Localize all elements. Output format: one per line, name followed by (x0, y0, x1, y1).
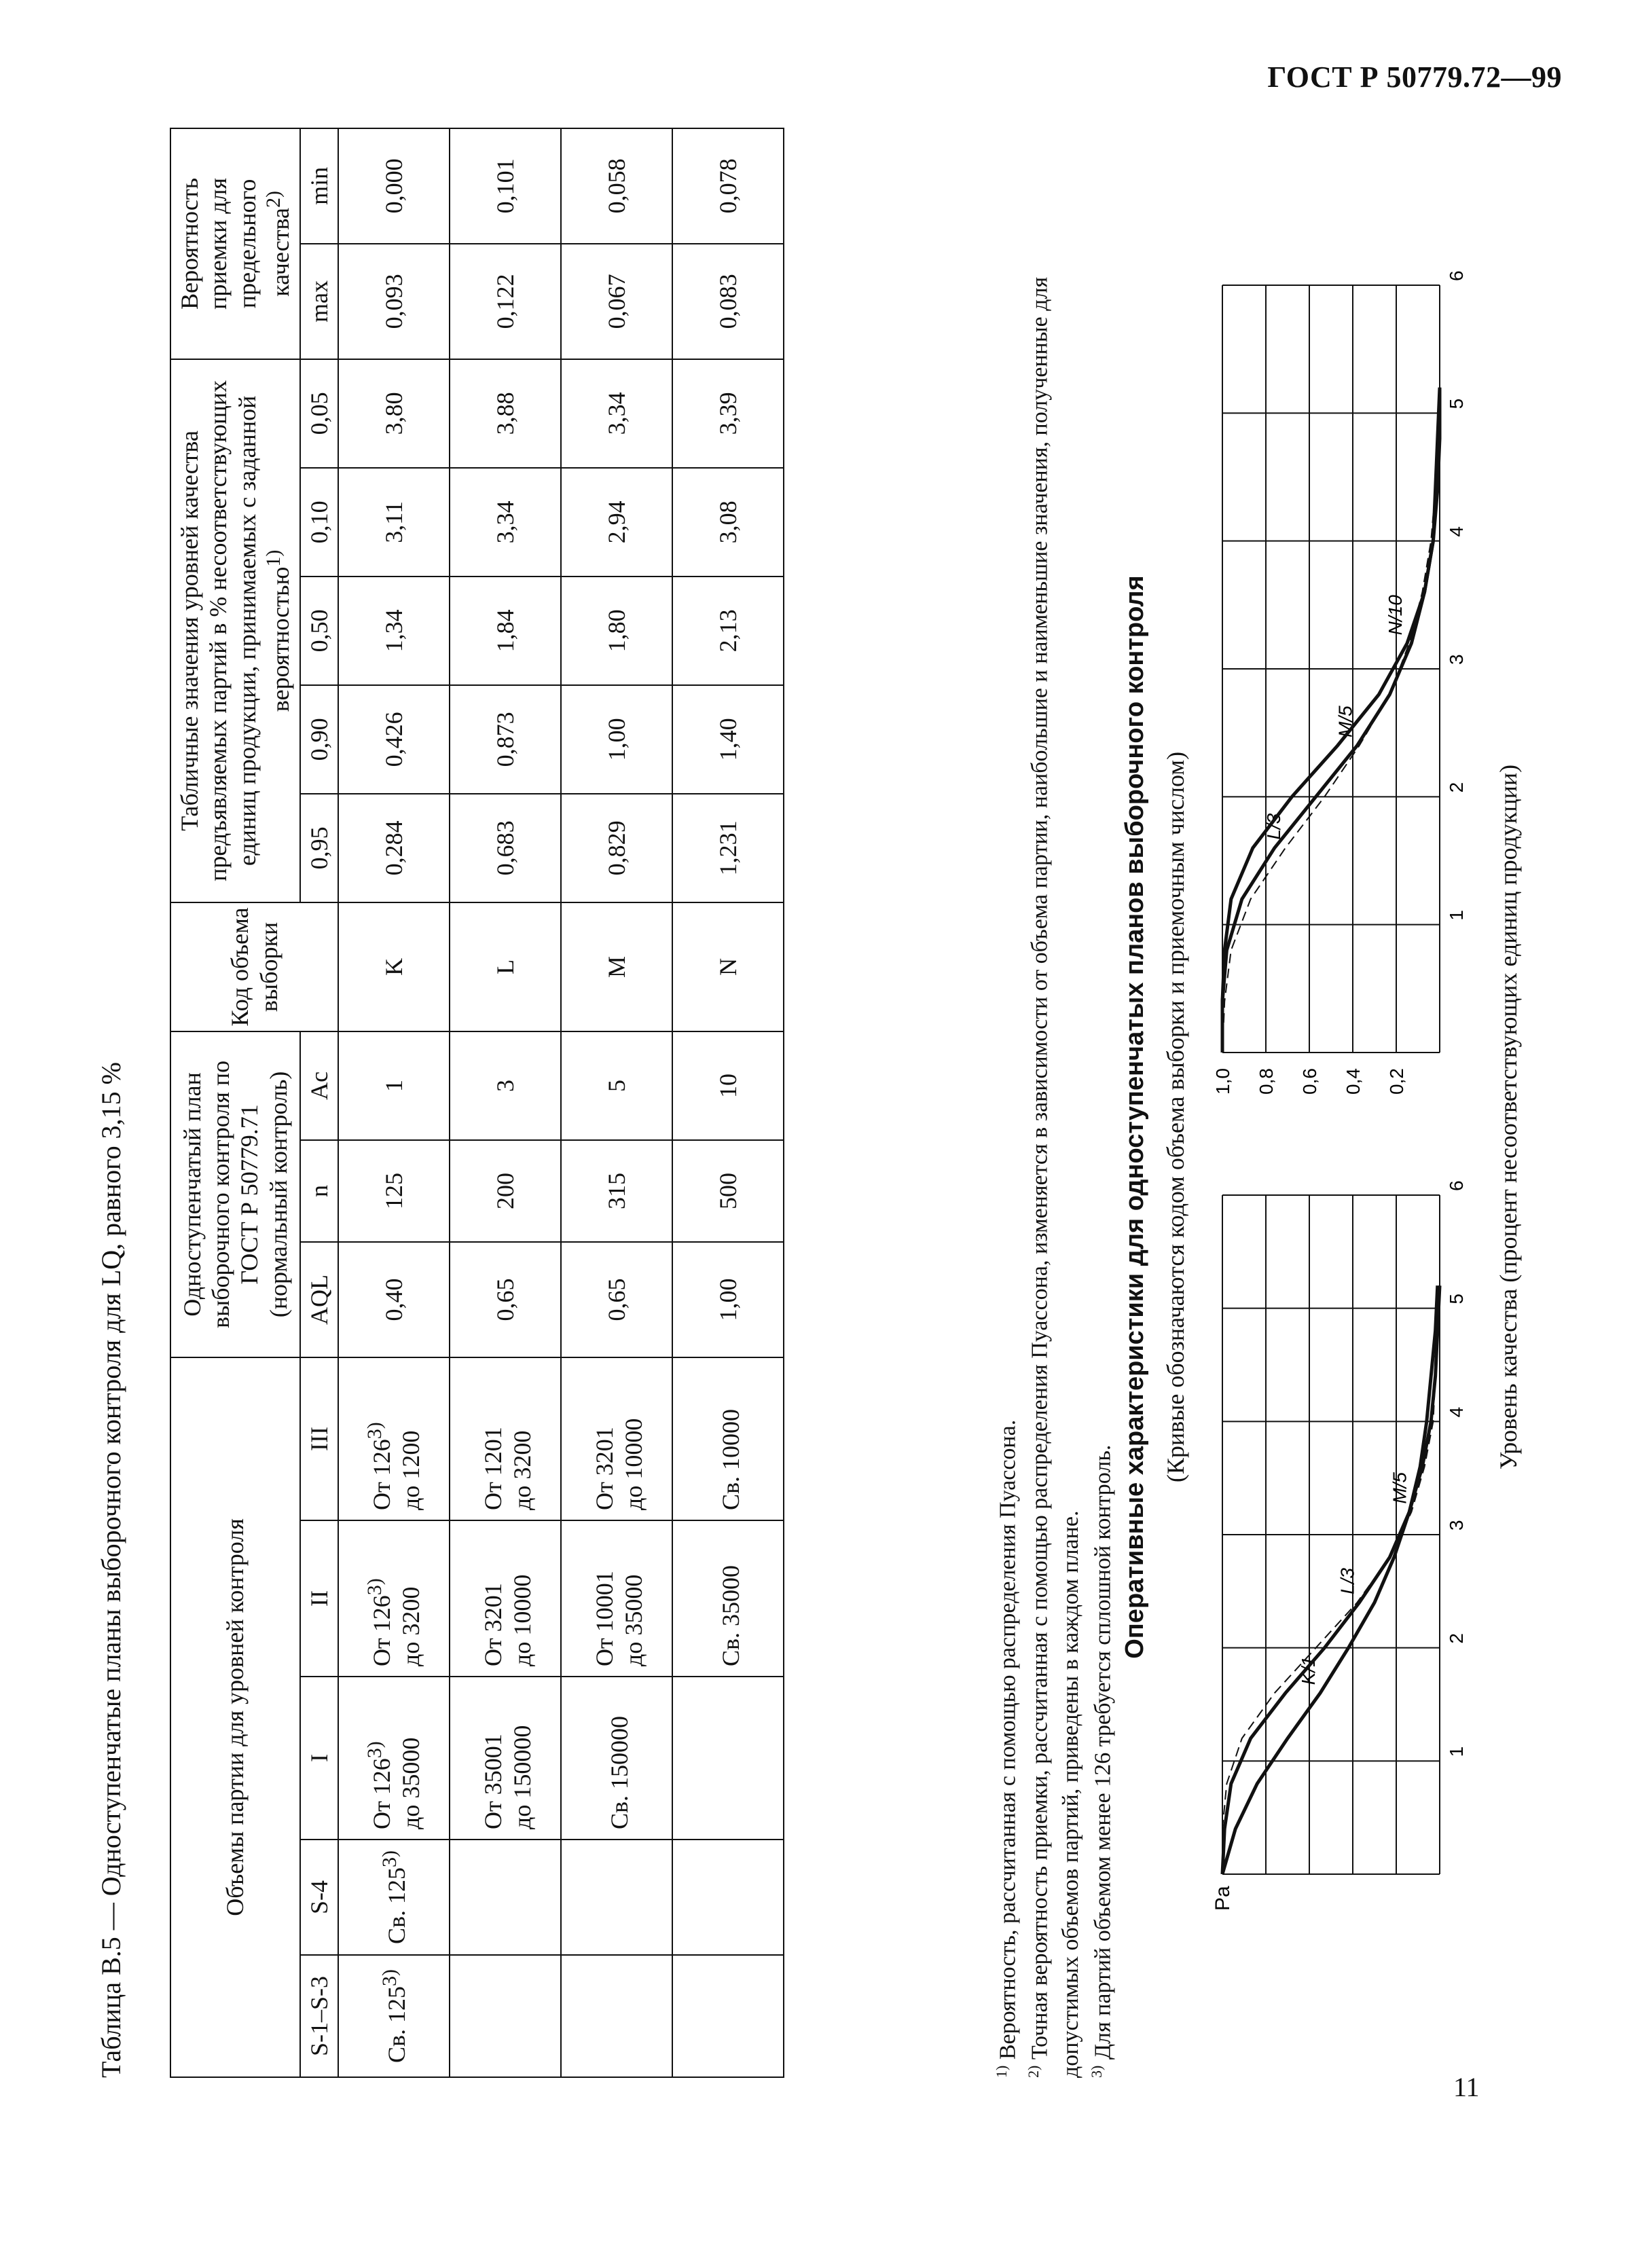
table-row (338, 128, 450, 2077)
chart-grid (1222, 1195, 1440, 1874)
subheader-p090: 0,90 (300, 685, 338, 794)
y-tick-label: 0,6 (1299, 1068, 1320, 1095)
subheader-p010: 0,10 (300, 468, 338, 577)
cell-p050: 2,13 (672, 577, 784, 685)
cell-level-3: От 1201 до 3200 (450, 1357, 561, 1520)
cell-p005: 3,34 (561, 359, 672, 468)
series-line (1222, 388, 1440, 1053)
cell-n: 315 (561, 1140, 672, 1242)
cell-s4 (450, 1840, 561, 1955)
cell-s4 (561, 1840, 672, 1955)
cell-aql: 1,00 (672, 1242, 784, 1357)
cell-code: N (672, 902, 784, 1031)
cell-p090: 1,40 (672, 685, 784, 794)
x-tick-label: 3 (1446, 654, 1467, 665)
y-tick-label: 0,2 (1386, 1068, 1407, 1095)
table-row (672, 128, 784, 2077)
footnote: $^{3)}$ Для партий объемом менее 126 требуется сплошной контроль. (1088, 1444, 1116, 2078)
x-tick-label: 3 (1446, 1520, 1467, 1531)
x-axis-title: Уровень качества (процент несоответствующих единиц продукции) (1495, 764, 1522, 1470)
table-row (561, 128, 672, 2077)
cell-min: 0,101 (450, 128, 561, 244)
cell-min: 0,058 (561, 128, 672, 244)
subheader-ac: Ac (300, 1031, 338, 1140)
cell-level-2: От 126$^{3)}$ до 3200 (338, 1520, 450, 1677)
series-label: K/1 (1298, 1656, 1319, 1685)
cell-ac: 3 (450, 1031, 561, 1140)
cell-level-3: Св. 10000 (672, 1357, 784, 1520)
subheader-level-2: II (300, 1520, 338, 1677)
cell-p010: 3,34 (450, 468, 561, 577)
sampling-plan-table (170, 128, 784, 2078)
x-tick-label: 5 (1446, 1294, 1467, 1304)
header-code: Код объема выборки (170, 902, 338, 1031)
x-tick-label: 1 (1446, 910, 1467, 921)
table-row (450, 128, 561, 2077)
series-label: L/3 (1262, 813, 1284, 840)
x-tick-label: 6 (1446, 270, 1467, 281)
cell-p010: 2,94 (561, 468, 672, 577)
table-caption: Таблица В.5 — Одноступенчатые планы выборочного контроля для LQ, равного 3,15 % (96, 1062, 126, 2078)
figure-title: Оперативные характеристики для одноступенчатых планов выборочного контроля (1121, 575, 1149, 1659)
cell-n: 200 (450, 1140, 561, 1242)
header-table-values: Табличные значения уровней качества предъявляемых партий в % несоответствующих единиц продукции, принимаемых с заданной вероятностью$^{1)}$ (170, 359, 300, 902)
subheader-level-s4: S-4 (300, 1840, 338, 1955)
x-tick-label: 6 (1446, 1180, 1467, 1191)
cell-level-1 (672, 1677, 784, 1840)
x-tick-label: 4 (1446, 1406, 1467, 1418)
cell-ac: 10 (672, 1031, 784, 1140)
subheader-p095: 0,95 (300, 794, 338, 902)
footnote: $^{1)}$ Вероятность, рассчитанная с помощью распределения Пуассона. (993, 1419, 1021, 2078)
series-label: M/5 (1334, 706, 1356, 737)
cell-p095: 0,829 (561, 794, 672, 902)
cell-p005: 3,39 (672, 359, 784, 468)
cell-level-3: От 126$^{3)}$ до 1200 (338, 1357, 450, 1520)
cell-min: 0,000 (338, 128, 450, 244)
cell-level-2: От 3201 до 10000 (450, 1520, 561, 1677)
cell-s4 (672, 1840, 784, 1955)
subheader-p050: 0,50 (300, 577, 338, 685)
cell-p010: 3,08 (672, 468, 784, 577)
cell-n: 125 (338, 1140, 450, 1242)
cell-s13 (672, 1955, 784, 2077)
cell-max: 0,083 (672, 244, 784, 359)
cell-p090: 0,873 (450, 685, 561, 794)
chart-grid (1222, 285, 1440, 1053)
cell-code: M (561, 902, 672, 1031)
cell-max: 0,093 (338, 244, 450, 359)
y-axis-label: Pa (1212, 1886, 1234, 1911)
cell-aql: 0,65 (450, 1242, 561, 1357)
cell-s13 (561, 1955, 672, 2077)
subheader-n: n (300, 1140, 338, 1242)
cell-level-1: Св. 150000 (561, 1677, 672, 1840)
subheader-max: max (300, 244, 338, 359)
cell-p050: 1,80 (561, 577, 672, 685)
standard-number: ГОСТ Р 50779.72—99 (1267, 60, 1562, 94)
page-number: 11 (1453, 2072, 1480, 2102)
cell-s13 (450, 1955, 561, 2077)
series-label: N/10 (1385, 595, 1406, 636)
y-tick-label: 0,8 (1256, 1068, 1277, 1095)
cell-max: 0,067 (561, 244, 672, 359)
cell-level-2: От 10001 до 35000 (561, 1520, 672, 1677)
series-line (1222, 388, 1440, 1053)
cell-min: 0,078 (672, 128, 784, 244)
subheader-min: min (300, 128, 338, 244)
x-tick-label: 5 (1446, 398, 1467, 409)
cell-p005: 3,88 (450, 359, 561, 468)
series-line (1222, 1285, 1438, 1874)
oc-chart-right (1209, 265, 1494, 1114)
subheader-level-1: I (300, 1677, 338, 1840)
cell-aql: 0,65 (561, 1242, 672, 1357)
cell-code: K (338, 902, 450, 1031)
cell-level-2: Св. 35000 (672, 1520, 784, 1677)
cell-max: 0,122 (450, 244, 561, 359)
subheader-level-3: III (300, 1357, 338, 1520)
cell-p095: 0,284 (338, 794, 450, 902)
x-tick-label: 4 (1446, 526, 1467, 537)
x-tick-label: 1 (1446, 1746, 1467, 1757)
series-label: M/5 (1389, 1471, 1410, 1504)
x-tick-label: 2 (1446, 782, 1467, 793)
header-plan: Одноступенчатый план выборочного контроля по ГОСТ Р 50779.71 (нормальный контроль) (170, 1031, 300, 1357)
cell-level-3: От 3201 до 10000 (561, 1357, 672, 1520)
series-line (1222, 388, 1440, 1053)
cell-p005: 3,80 (338, 359, 450, 468)
cell-n: 500 (672, 1140, 784, 1242)
header-lot-sizes: Объемы партии для уровней контроля (170, 1357, 300, 2077)
figure-subtitle: (Кривые обозначаются кодом объема выборки и приемочным числом) (1162, 751, 1189, 1483)
cell-ac: 5 (561, 1031, 672, 1140)
oc-chart-left (1209, 1175, 1494, 1922)
cell-code: L (450, 902, 561, 1031)
series-label: L/3 (1336, 1568, 1358, 1594)
cell-level-1: От 35001 до 150000 (450, 1677, 561, 1840)
cell-p095: 0,683 (450, 794, 561, 902)
footnotes (991, 156, 1119, 2078)
header-probability: Вероятность приемки для предельного качества$^{2)}$ (170, 128, 300, 359)
cell-p010: 3,11 (338, 468, 450, 577)
footnote: $^{2)}$ Точная вероятность приемки, рассчитанная с помощью распределения Пуассона, изменяется в зависимости от объема партии, наибольшие и наименьшие значения, полученные для допустимых объемов партий, приведены в каждом плане. (1025, 276, 1084, 2078)
cell-p095: 1,231 (672, 794, 784, 902)
y-tick-label: 1,0 (1212, 1068, 1233, 1095)
rotated-page-content (95, 156, 1521, 2078)
cell-p090: 1,00 (561, 685, 672, 794)
cell-s4: Св. 125$^{3)}$ (338, 1840, 450, 1955)
cell-ac: 1 (338, 1031, 450, 1140)
subheader-aql: AQL (300, 1242, 338, 1357)
cell-aql: 0,40 (338, 1242, 450, 1357)
x-tick-label: 2 (1446, 1633, 1467, 1644)
y-tick-label: 0,4 (1343, 1068, 1364, 1095)
subheader-p005: 0,05 (300, 359, 338, 468)
cell-s13: Св. 125$^{3)}$ (338, 1955, 450, 2077)
subheader-level-s1s3: S-1–S-3 (300, 1955, 338, 2077)
cell-p050: 1,34 (338, 577, 450, 685)
cell-p050: 1,84 (450, 577, 561, 685)
cell-level-1: От 126$^{3)}$ до 35000 (338, 1677, 450, 1840)
cell-p090: 0,426 (338, 685, 450, 794)
